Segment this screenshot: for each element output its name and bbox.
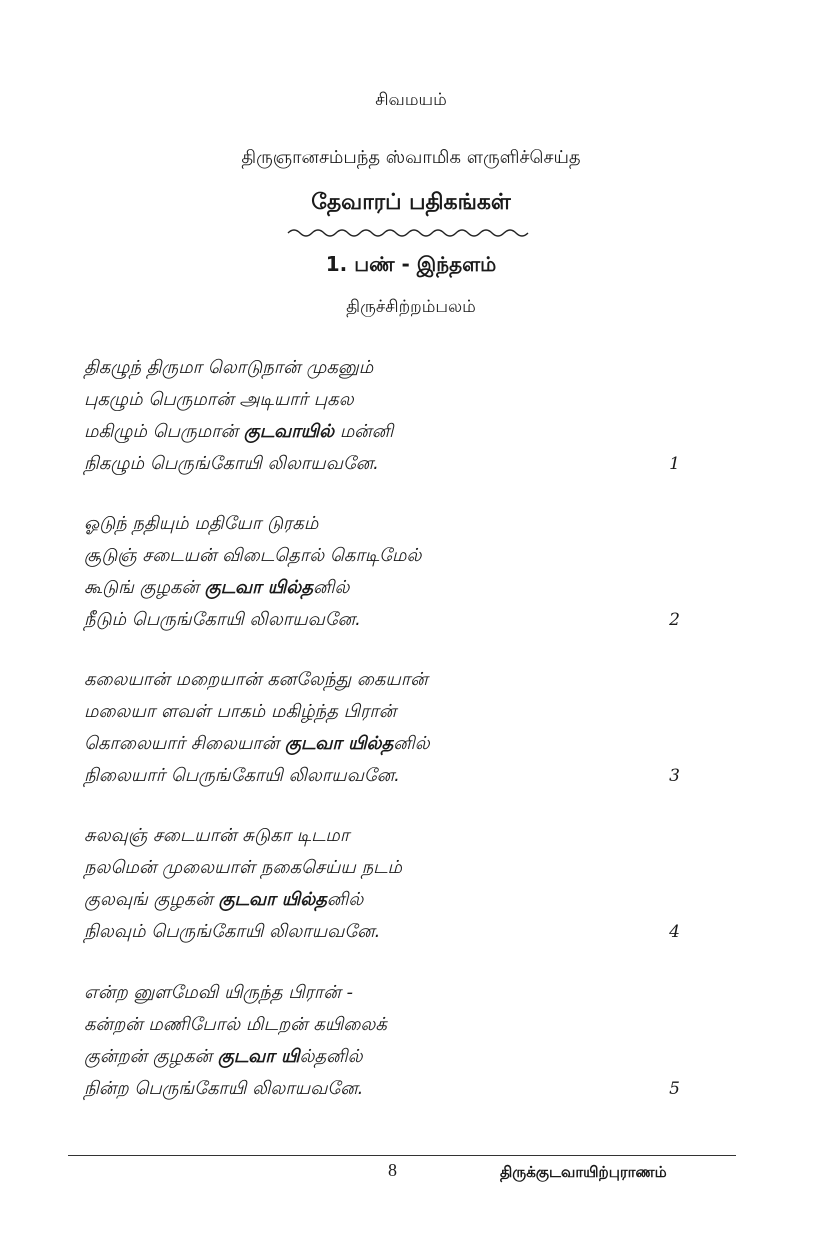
verse-line xyxy=(84,352,694,384)
verse-place-name: குடவா யில்த xyxy=(284,733,394,754)
opening-line: திருச்சிற்றம்பலம் xyxy=(346,297,476,317)
stanza-number: 1 xyxy=(669,454,680,474)
verse-text: குலவுங் குழகன் xyxy=(84,889,219,910)
verse-text: புகழும் பெருமான் அடியார் புகல xyxy=(84,389,354,410)
verse-text-tail: னில் xyxy=(393,733,430,754)
verse-text: கலையான் மறையான் கனலேந்து கையான் xyxy=(84,669,428,690)
verse-place-name: குடவாயில் xyxy=(243,421,335,442)
verse-text: நிலவும் பெருங்கோயி லிலாயவனே. xyxy=(84,921,381,942)
composer-line: திருஞானசம்பந்த ஸ்வாமிக ளருளிச்செய்த xyxy=(241,147,581,168)
verse-line xyxy=(84,728,694,760)
verse-line xyxy=(84,508,694,540)
verse-line xyxy=(84,416,694,448)
stanza-number: 4 xyxy=(669,922,680,942)
verse-text: ஓடுந் நதியும் மதியோ டுரகம் xyxy=(84,513,319,534)
verse-line xyxy=(84,884,694,916)
verse-text: கொலையார் சிலையான் xyxy=(84,733,285,754)
book-title: திருக்குடவாயிற்புராணம் xyxy=(500,1163,667,1181)
verse-line xyxy=(84,852,694,884)
verse-line xyxy=(84,540,694,572)
verse-line xyxy=(84,604,694,636)
stanza xyxy=(84,664,694,792)
verse-place-name: குடவா யில்த xyxy=(218,889,327,910)
stanza-number: 5 xyxy=(669,1079,680,1099)
verse-text: குன்றன் குழகன் xyxy=(84,1046,218,1067)
verse-line xyxy=(84,1041,694,1073)
verse-text: கன்றன் மணிபோல் மிடறன் கயிலைக் xyxy=(84,1014,387,1035)
stanza-number: 2 xyxy=(669,610,680,630)
verse-text: கூடுங் குழகன் xyxy=(84,577,205,598)
verse-text: திகழுந் திருமா லொடுநான் முகனும் xyxy=(84,357,374,378)
verse-place-name: குடவா யி xyxy=(217,1046,300,1067)
verse-line xyxy=(84,916,694,948)
stanza xyxy=(84,508,694,636)
verse-line xyxy=(84,696,694,728)
verse-line xyxy=(84,820,694,852)
verse-text-tail: மன்னி xyxy=(334,421,394,442)
stanza-number: 3 xyxy=(669,766,680,786)
verse-line xyxy=(84,664,694,696)
stanza xyxy=(84,352,694,480)
verse-text: நிலையார் பெருங்கோயி லிலாயவனே. xyxy=(84,765,400,786)
verse-text: நின்ற பெருங்கோயி லிலாயவனே. xyxy=(84,1078,364,1099)
verse-line xyxy=(84,1073,694,1105)
wavy-divider xyxy=(286,226,536,240)
verse-text-tail: னில் xyxy=(326,889,364,910)
verse-text: சுலவுஞ் சடையான் சுடுகா டிடமா xyxy=(84,825,350,846)
invocation: சிவமயம் xyxy=(375,90,447,110)
section-heading: 1. பண் - இந்தளம் xyxy=(325,252,497,276)
page-title: தேவாரப் பதிகங்கள் xyxy=(311,190,511,215)
verse-text: நிகழும் பெருங்கோயி லிலாயவனே. xyxy=(84,453,379,474)
page-number: 8 xyxy=(388,1160,397,1180)
verse-place-name: குடவா யில்த xyxy=(204,577,313,598)
verse-text-tail: னில் xyxy=(312,577,350,598)
footer-rule xyxy=(68,1155,736,1156)
stanza xyxy=(84,977,694,1105)
verse-text: சூடுஞ் சடையன் விடைதொல் கொடிமேல் xyxy=(84,545,422,566)
verse-line xyxy=(84,448,694,480)
verse-line xyxy=(84,760,694,792)
verse-text: மலையா ளவள் பாகம் மகிழ்ந்த பிரான் xyxy=(84,701,397,722)
verse-line xyxy=(84,572,694,604)
verse-text-tail: ல்தனில் xyxy=(299,1046,363,1067)
stanza xyxy=(84,820,694,948)
verse-line xyxy=(84,1009,694,1041)
verse-text: என்ற னுளமேவி யிருந்த பிரான் - xyxy=(84,982,354,1003)
verse-text: நலமென் முலையாள் நகைசெய்ய நடம் xyxy=(84,857,402,878)
verse-text: மகிழும் பெருமான் xyxy=(84,421,244,442)
verse-text: நீடும் பெருங்கோயி லிலாயவனே. xyxy=(84,609,361,630)
verse-line xyxy=(84,977,694,1009)
verse-line xyxy=(84,384,694,416)
